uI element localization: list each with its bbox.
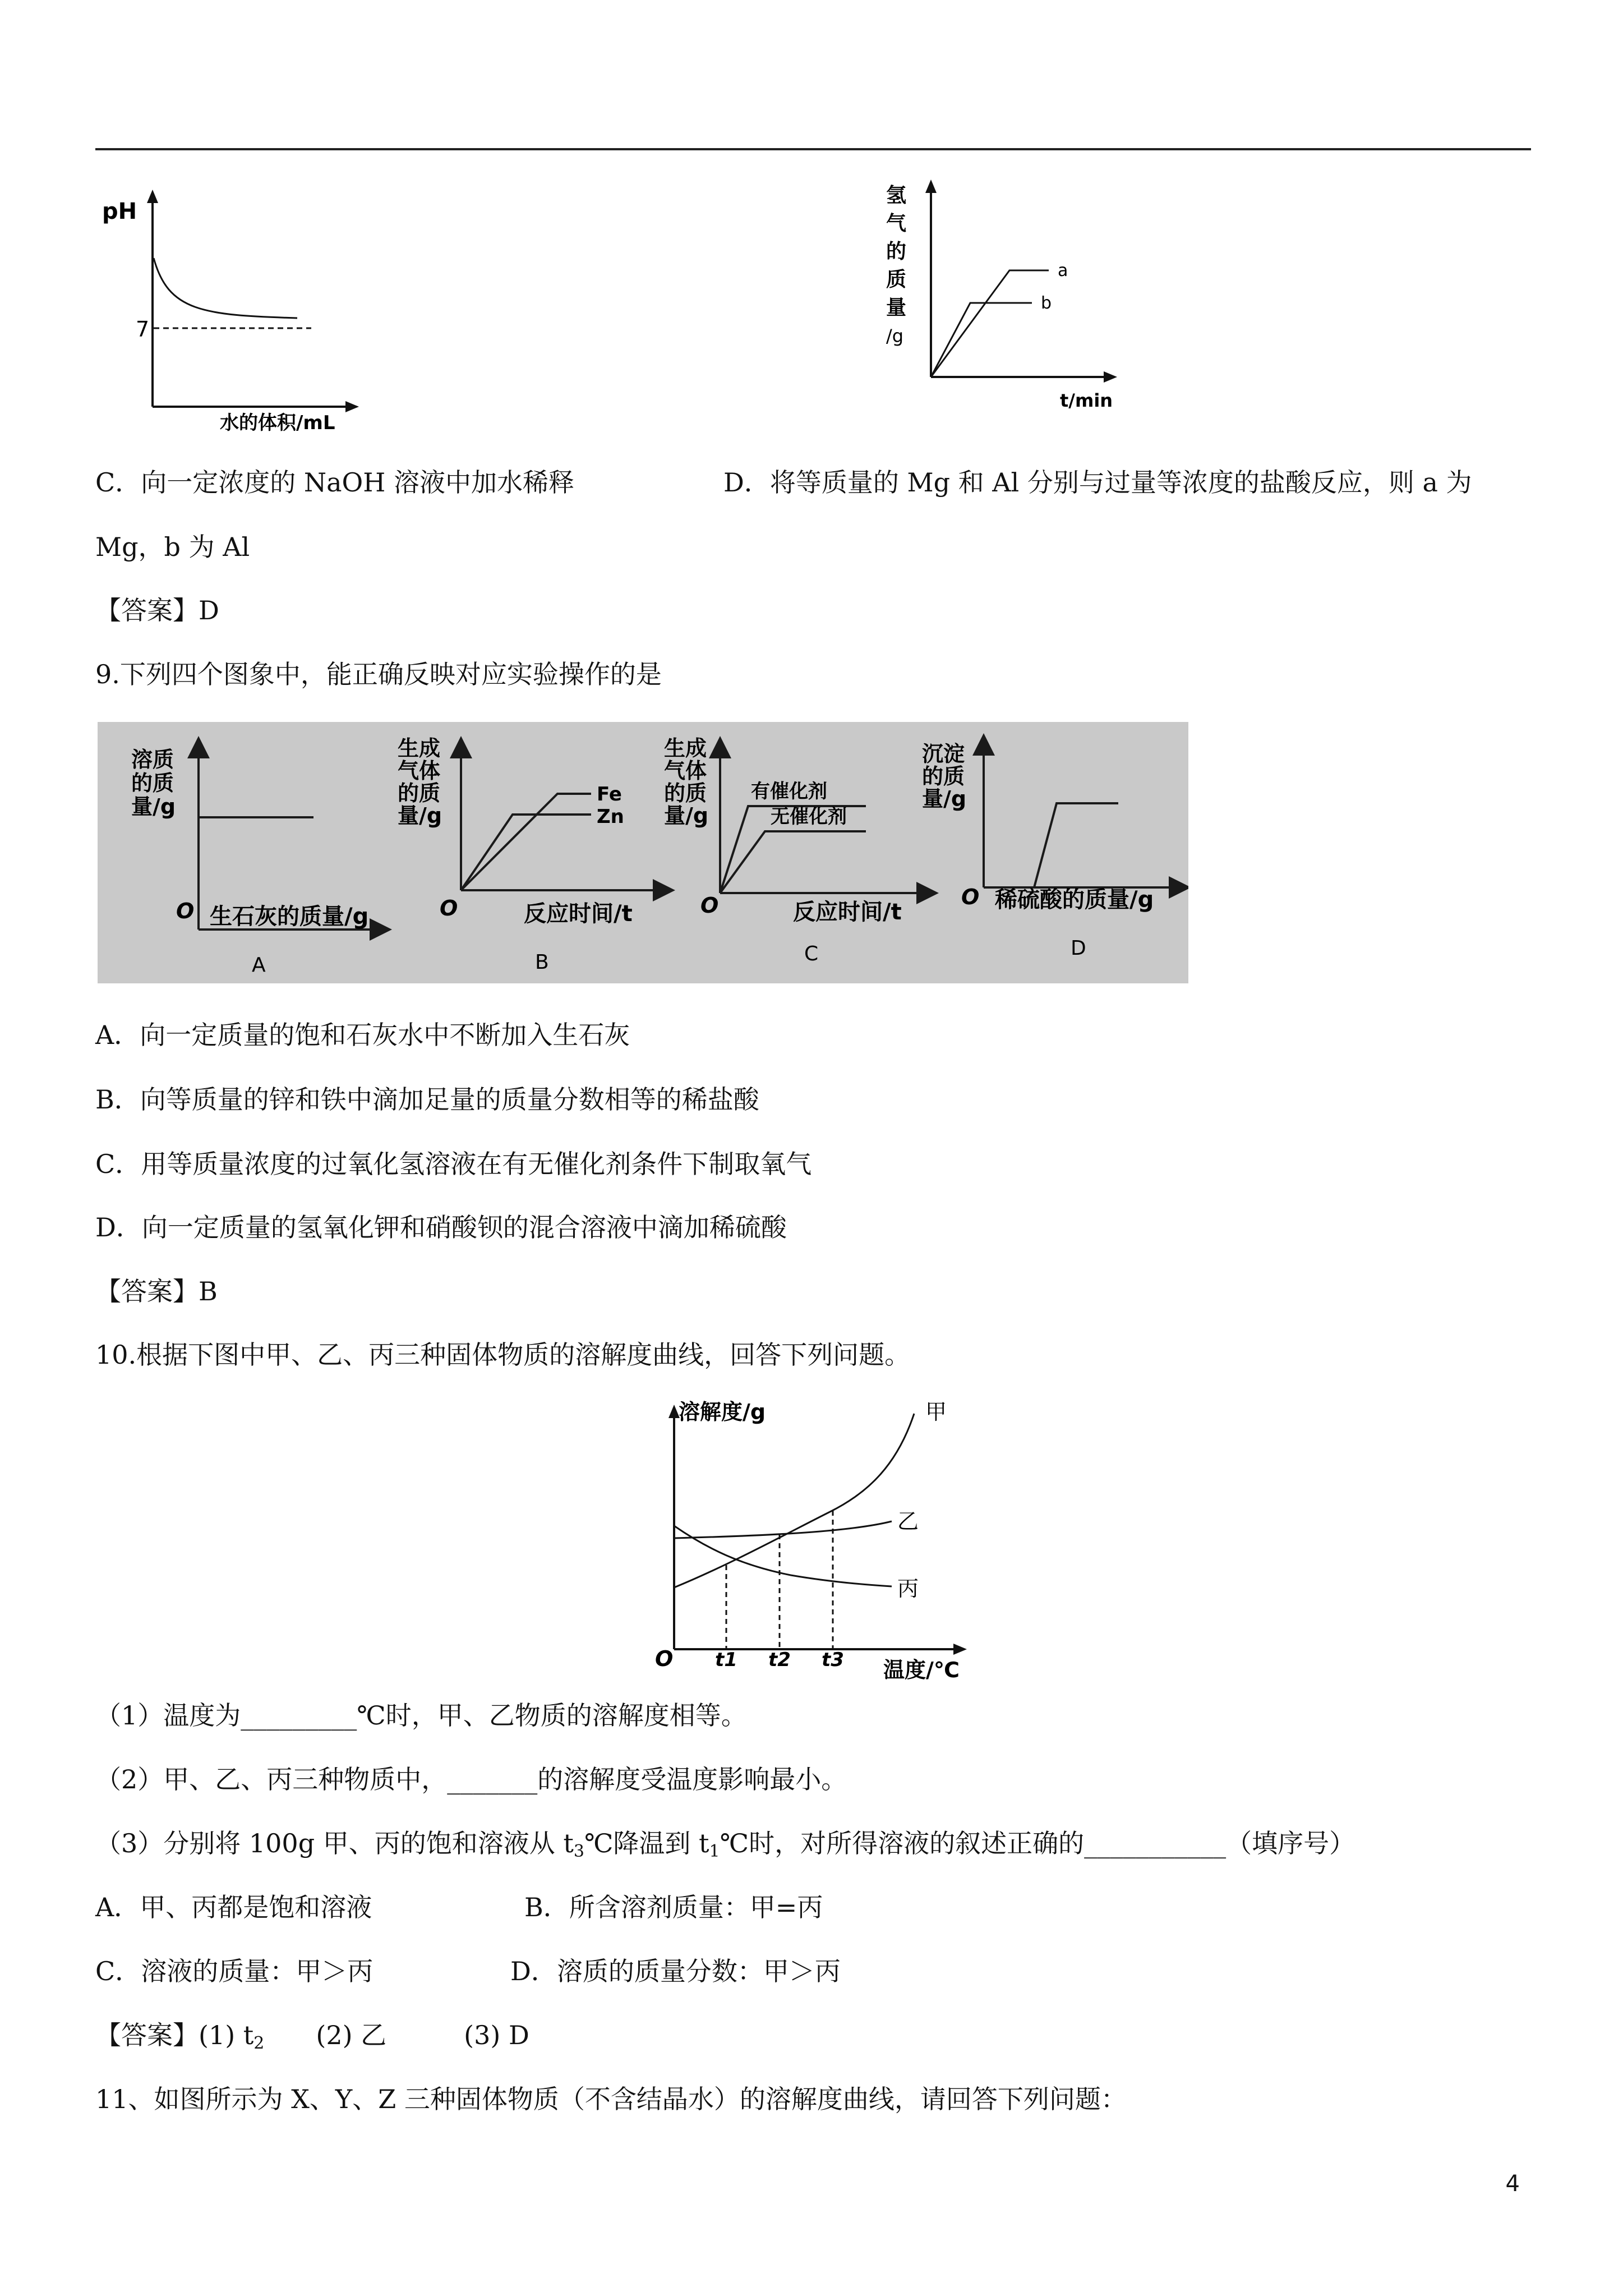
panel-b-series-zn: Zn (597, 806, 624, 828)
time-axis-label: t/min (1060, 390, 1113, 411)
q10-answer-text: 【答案】(1) t (95, 2020, 254, 2050)
q10-answer-text-end: (2) 乙 (3) D (264, 2020, 529, 2050)
q9-option-c: C．用等质量浓度的过氧化氢溶液在有无催化剂条件下制取氧气 (95, 1149, 812, 1179)
panel-c-origin: O (700, 893, 719, 918)
panel-b-series-fe: Fe (597, 783, 622, 806)
tick-t2: t2 (768, 1649, 791, 1671)
ph-seven-mark: 7 (136, 317, 150, 342)
q9-option-a: A．向一定质量的饱和石灰水中不断加入生石灰 (95, 1020, 630, 1050)
h2-y-char-4: 质 (886, 268, 907, 291)
panel-b-letter: B (535, 951, 549, 974)
q10-option-d: D．溶质的质量分数：甲＞丙 (510, 1956, 841, 1986)
panel-a-x-label: 生石灰的质量/g (210, 904, 369, 930)
hydrogen-mass-figure (875, 174, 1144, 421)
q10-sub3-text-2: ℃降温到 t (584, 1828, 709, 1858)
q10-title: 10.根据下图中甲、乙、丙三种固体物质的溶解度曲线，回答下列问题。 (95, 1340, 911, 1370)
panel-c-y-label-3: 的质 (664, 781, 707, 806)
ph-dilution-figure (95, 185, 359, 432)
panel-b (398, 736, 664, 974)
q10-answer (95, 2018, 529, 2060)
panel-d (922, 742, 1180, 960)
q10-sub3 (95, 1826, 1355, 1869)
curve-bing-label: 丙 (897, 1576, 919, 1601)
solubility-origin: O (655, 1646, 674, 1671)
h2-y-char-2: 气 (886, 212, 907, 235)
panel-c-y-label-2: 气体 (664, 758, 707, 783)
h2-y-char-3: 的 (886, 240, 907, 263)
tick-t1: t1 (715, 1649, 737, 1671)
q10-option-a: A．甲、丙都是饱和溶液 (95, 1892, 372, 1922)
q8-option-c: C．向一定浓度的 NaOH 溶液中加水稀释 (95, 467, 574, 498)
q11-title: 11、如图所示为 X、Y、Z 三种固体物质（不含结晶水）的溶解度曲线，请回答下列问题： (95, 2084, 1127, 2114)
h2-series-b: b (1041, 293, 1052, 313)
q10-sub1-blank[interactable]: _________ (241, 1700, 357, 1731)
panel-a (131, 747, 381, 977)
q10-option-b: B．所含溶剂质量：甲=丙 (524, 1892, 823, 1922)
panel-d-origin: O (961, 885, 980, 909)
panel-c-y-label-4: 量/g (664, 803, 709, 828)
page-number: 4 (1505, 2171, 1520, 2197)
q8-answer: 【答案】D (95, 595, 219, 625)
h2-series-a: a (1058, 261, 1068, 280)
h2-y-char-1: 氢 (886, 184, 907, 207)
panel-a-origin: O (176, 899, 195, 923)
panel-b-x-label: 反应时间/t (524, 901, 633, 927)
q9-title: 9.下列四个图象中，能正确反映对应实验操作的是 (95, 659, 662, 689)
q10-sub1-text-end: ℃时，甲、乙物质的溶解度相等。 (357, 1700, 747, 1731)
panel-a-y-label-3: 量/g (131, 794, 176, 819)
panel-c (664, 736, 928, 965)
panel-b-y-label-2: 气体 (398, 758, 441, 783)
q10-sub2-blank[interactable]: _______ (447, 1764, 538, 1795)
solubility-y-label: 溶解度/g (679, 1400, 766, 1424)
curve-jia-label: 甲 (925, 1400, 947, 1424)
water-volume-axis-label: 水的体积/mL (220, 412, 335, 432)
q10-sub3-subscript-1: 1 (709, 1842, 720, 1861)
panel-d-y-label-1: 沉淀 (922, 742, 965, 766)
panel-a-y-label-1: 溶质 (131, 747, 174, 772)
q10-option-c: C．溶液的质量：甲＞丙 (95, 1956, 374, 1986)
panel-d-y-label-2: 的质 (922, 764, 965, 789)
q10-answer-subscript: 2 (253, 2033, 265, 2053)
panel-c-y-label-1: 生成 (664, 736, 707, 761)
q10-sub3-text: （3）分别将 100g 甲、丙的饱和溶液从 t (95, 1828, 574, 1858)
panel-d-letter: D (1071, 937, 1086, 960)
temperature-x-label: 温度/℃ (883, 1658, 960, 1682)
panel-c-series-no-catalyst: 无催化剂 (771, 806, 847, 828)
tick-t3: t3 (822, 1649, 844, 1671)
panel-d-x-label: 稀硫酸的质量/g (995, 887, 1154, 913)
q10-sub2-text-end: 的溶解度受温度影响最小。 (537, 1764, 847, 1795)
h2-y-char-6: /g (886, 325, 904, 347)
panel-c-letter: C (804, 942, 819, 965)
q10-sub1 (95, 1699, 747, 1732)
panel-c-x-label: 反应时间/t (793, 899, 902, 925)
h2-y-char-5: 量 (886, 296, 907, 319)
q9-option-b: B．向等质量的锌和铁中滴加足量的质量分数相等的稀盐酸 (95, 1084, 759, 1115)
panel-b-y-label-1: 生成 (398, 736, 441, 761)
curve-yi-label: 乙 (897, 1509, 919, 1534)
q9-four-graphs-photo (98, 722, 1188, 983)
ph-axis-label: pH (102, 199, 137, 224)
panel-c-series-catalyst: 有催化剂 (751, 780, 827, 803)
q9-answer: 【答案】B (95, 1276, 218, 1306)
q10-sub2 (95, 1763, 847, 1796)
panel-a-letter: A (252, 954, 266, 977)
header-rule (95, 148, 1531, 150)
q10-sub3-text-3: ℃时，对所得溶液的叙述正确的 (720, 1828, 1085, 1858)
q10-sub3-subscript-3: 3 (573, 1842, 584, 1861)
q10-sub1-text: （1）温度为 (95, 1700, 241, 1731)
panel-b-y-label-4: 量/g (398, 803, 442, 828)
panel-a-y-label-2: 的质 (131, 771, 174, 795)
solubility-curve-figure (645, 1397, 981, 1683)
q8-option-d-line2: Mg，b 为 Al (95, 532, 250, 562)
q9-option-d: D．向一定质量的氢氧化钾和硝酸钡的混合溶液中滴加稀硫酸 (95, 1212, 787, 1243)
panel-b-y-label-3: 的质 (398, 781, 441, 806)
q10-sub3-text-4: （填序号） (1226, 1828, 1355, 1858)
q10-sub3-blank[interactable]: ___________ (1084, 1828, 1227, 1858)
q10-sub2-text: （2）甲、乙、丙三种物质中， (95, 1764, 448, 1795)
q8-option-d-line1: D．将等质量的 Mg 和 Al 分别与过量等浓度的盐酸反应，则 a 为 (723, 467, 1472, 498)
panel-d-y-label-3: 量/g (922, 786, 967, 811)
panel-b-origin: O (440, 896, 458, 921)
